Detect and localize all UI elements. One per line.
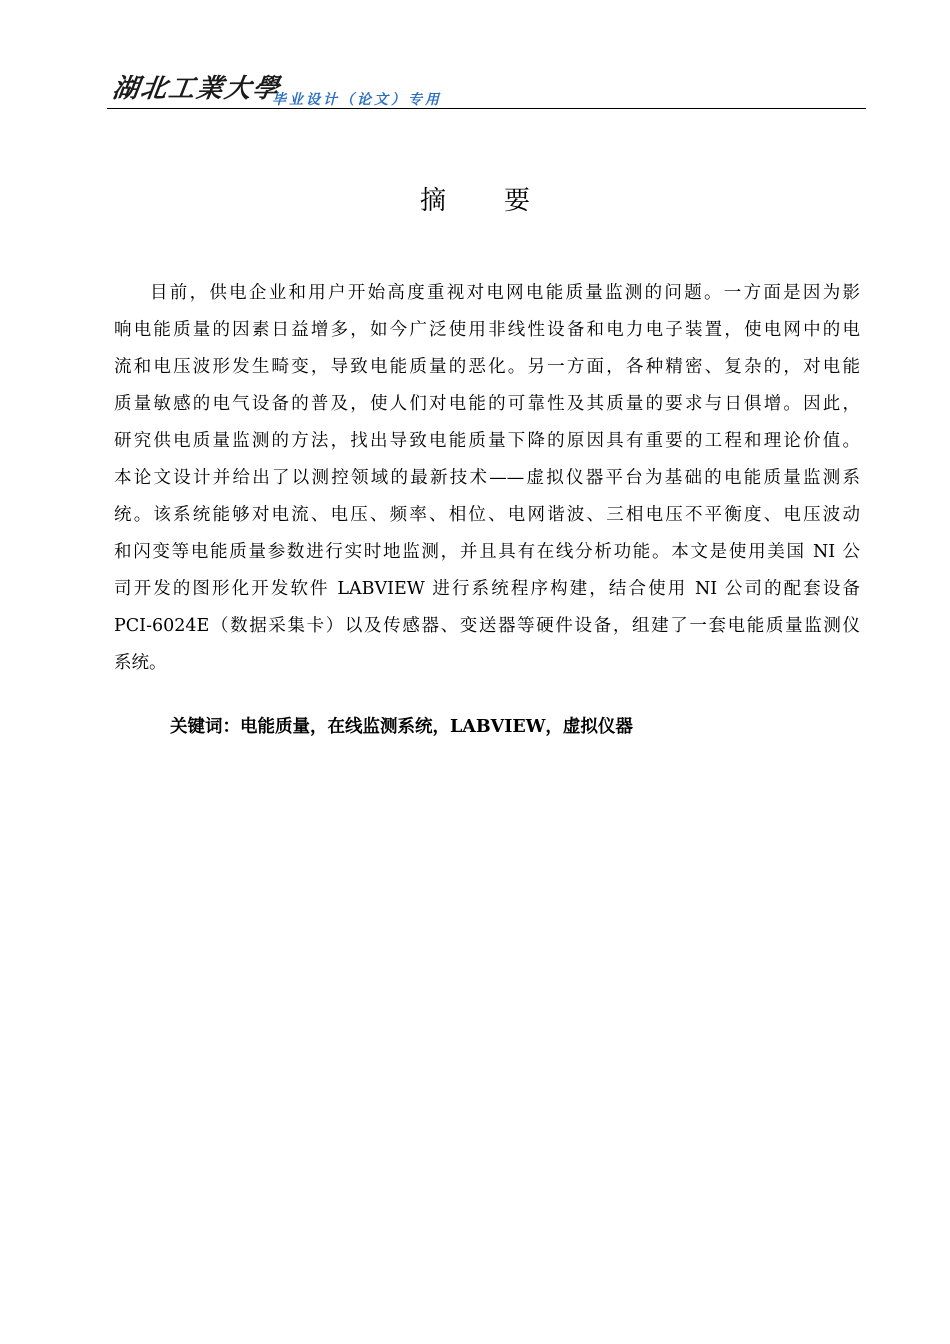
title-char-2: 要 <box>504 186 531 216</box>
abstract-line: 和闪变等电能质量参数进行实时地监测，并且具有在线分析功能。本文是使用美国 NI 公 <box>114 542 860 562</box>
abstract-line: 司开发的图形化开发软件 LABVIEW 进行系统程序构建，结合使用 NI 公司的配套设备 <box>114 579 860 599</box>
abstract-line: PCI-6024E（数据采集卡）以及传感器、变送器等硬件设备，组建了一套电能质量监测仪 <box>114 616 860 636</box>
header-subtitle: 毕业设计（论文）专用 <box>272 92 442 108</box>
abstract-line: 流和电压波形发生畸变，导致电能质量的恶化。另一方面，各种精密、复杂的，对电能 <box>114 357 860 377</box>
abstract-line: 响电能质量的因素日益增多，如今广泛使用非线性设备和电力电子装置，使电网中的电 <box>114 320 860 340</box>
abstract-line: 系统。 <box>114 653 167 673</box>
keywords-line: 关键词：电能质量，在线监测系统，LABVIEW，虚拟仪器 <box>170 717 633 737</box>
abstract-line: 本论文设计并给出了以测控领域的最新技术——虚拟仪器平台为基础的电能质量监测系 <box>114 468 860 488</box>
title-char-1: 摘 <box>419 186 446 216</box>
header-rule <box>107 108 866 109</box>
abstract-line: 质量敏感的电气设备的普及，使人们对电能的可靠性及其质量的要求与日俱增。因此， <box>114 394 860 414</box>
abstract-line: 目前，供电企业和用户开始高度重视对电网电能质量监测的问题。一方面是因为影 <box>150 283 860 303</box>
abstract-body <box>114 278 860 685</box>
abstract-line: 统。该系统能够对电流、电压、频率、相位、电网谐波、三相电压不平衡度、电压波动 <box>114 505 860 525</box>
university-logo: 湖北工業大學 <box>110 74 283 104</box>
abstract-line: 研究供电质量监测的方法，找出导致电能质量下降的原因具有重要的工程和理论价值。 <box>114 431 860 451</box>
page-header <box>107 62 866 110</box>
page-title <box>0 180 950 217</box>
